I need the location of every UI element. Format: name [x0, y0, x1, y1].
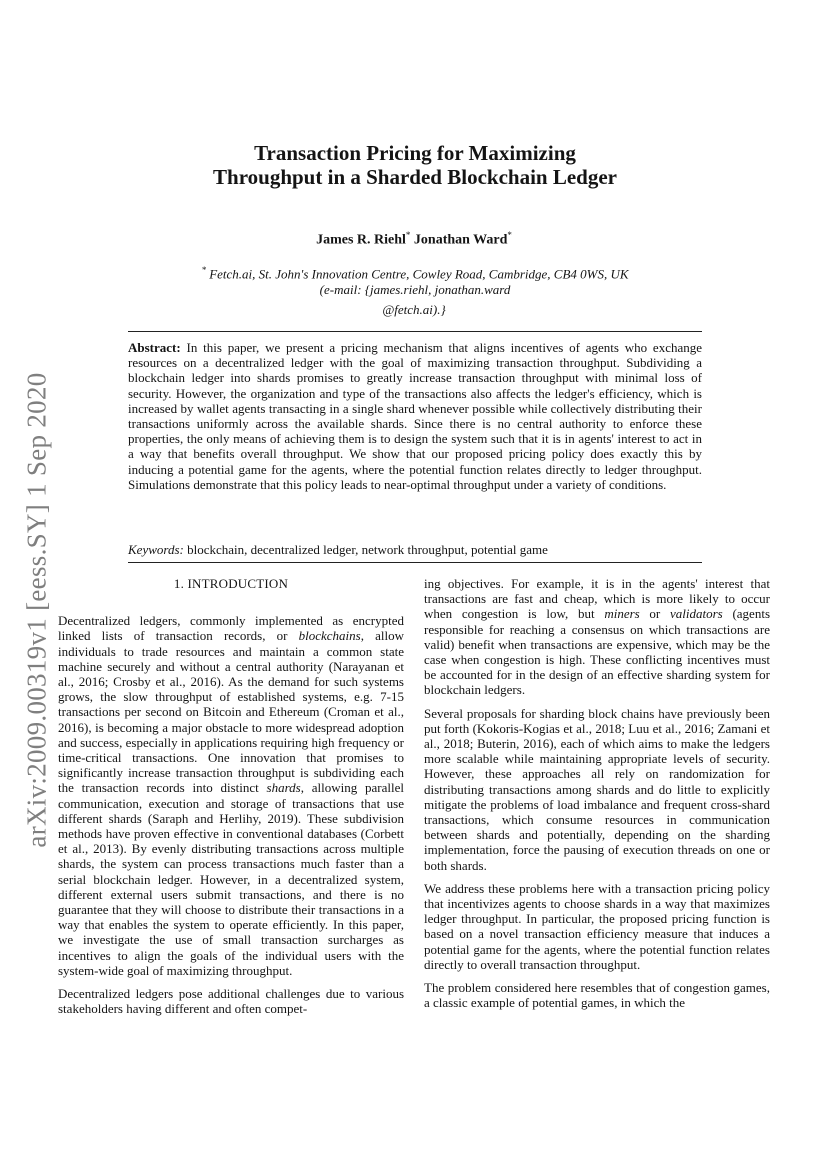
affiliation-email-end: @fetch.ai).} [382, 302, 446, 317]
affiliation-mark: * [201, 265, 206, 275]
affiliation [200, 262, 630, 298]
paragraph: Decentralized ledgers, commonly implemented as encrypted linked lists of transaction records, or blockchains, allow individuals to trade resources and maintain a common state machine securely and without a central authority (Narayanan et al., 2016; Crosby et al., 2016). As the demand for such systems grows, the slow throughput of established systems, e.g. 7-15 transactions per second on Bitcoin and Ethereum (Croman et al., 2016), is becoming a major obstacle to more widespread adoption and success, especially in applications requiring high frequency or time-critical transactions. One innovation that promises to significantly increase transaction throughput is subdividing each the transaction records into distinct shards, allowing parallel communication, execution and storage of transactions that use different shards (Saraph and Herlihy, 2019). These subdivision methods have proven effective in conventional databases (Corbett et al., 2013). By evenly distributing transactions across multiple shards, the system can process transactions much faster than a serial blockchain ledger. However, in a decentralized system, different external users submit transactions, and there is no guarantee that they will choose to distribute their transactions in a way that enables the system to operate efficiently. In this paper, we investigate the use of small transaction surcharges as incentives to align the goals of the individual users with the system-wide goal of maximizing throughput. [58, 613, 404, 978]
top-rule [128, 331, 702, 332]
author-name: Jonathan Ward [413, 232, 508, 248]
keywords-text: blockchain, decentralized ledger, network throughput, potential game [187, 542, 548, 557]
paragraph: We address these problems here with a transaction pricing policy that incentivizes agents to choose shards in a way that maximizes ledger throughput. In particular, the proposed pricing function is based on a novel transaction efficiency measure that induces a potential game for the agents, where the potential function relates directly to overall transaction throughput. [424, 880, 770, 972]
author-mark: * [507, 230, 512, 240]
author-name: James R. Riehl [316, 232, 406, 248]
abstract [128, 340, 702, 492]
paragraph: Several proposals for sharding block chains have previously been put forth (Kokoris-Kogias et al., 2018; Luu et al., 2016; Zamani et al., 2018; Buterin, 2016), each of which aims to make the ledgers more scalable while maintaining appropriate levels of security. However, these approaches all rely on randomization for distributing transactions among shards and do little to explicitly mitigate the problems of load imbalance and frequent cross-shard transactions, which consume resources in communication between shards and potentially, depending on the sharding implementation, force the pausing of execution threads on one or both shards. [424, 705, 770, 873]
keywords [128, 542, 702, 558]
author-list [0, 230, 828, 249]
abstract-label: Abstract: [128, 340, 181, 355]
paragraph: Decentralized ledgers pose additional challenges due to various stakeholders having different and often compet- [58, 986, 404, 1017]
left-column [58, 576, 404, 1024]
abstract-text: In this paper, we present a pricing mechanism that aligns incentives of agents who exchange resources on a decentralized ledger with the goal of maximizing transaction throughput. Subdividing a blockchain ledger into shards promises to greatly increase transaction throughput with minimal loss of security. However, the organization and type of the transactions also affects the ledger's efficiency, which is increased by wallet agents transacting in a single shard whenever possible while collectively distributing their transactions uniformly across the available shards. Since there is no central authority to enforce these properties, the only means of achieving them is to design the system such that it is in agents' interest to act in a way that benefits overall throughput. We show that our proposed pricing policy does exactly this by inducing a potential game for the agents, where the potential function relates directly to ledger throughput. Simulations demonstrate that this policy leads to near-optimal throughput under a variety of conditions. [128, 340, 703, 492]
paper-title: Transaction Pricing for Maximizing Throughput in a Sharded Blockchain Ledger [213, 141, 617, 189]
arxiv-sidebar [14, 360, 60, 860]
right-column [424, 576, 770, 1018]
author-mark: * [405, 230, 411, 240]
arxiv-identifier: arXiv:2009.00319v1 [eess.SY] 1 Sep 2020 [21, 372, 52, 848]
bottom-rule [128, 562, 702, 563]
keywords-label: Keywords: [128, 542, 184, 557]
paragraph: The problem considered here resembles that of congestion games, a classic example of potential games, in which the [424, 980, 770, 1011]
section-heading: 1. INTRODUCTION [173, 576, 289, 591]
paragraph: ing objectives. For example, it is in the agents' interest that transactions are fast and cheap, which is more likely to occur when congestion is low, but miners or validators (agents responsible for reaching a consensus on which transactions are valid) benefit when transactions are expensive, which may be the case when congestion is high. These conflicting incentives must be accounted for in the design of an effective sharding system for blockchain ledgers. [424, 576, 771, 698]
affiliation-text: Fetch.ai, St. John's Innovation Centre, Cowley Road, Cambridge, CB4 0WS, UK (e-mail: {james.riehl, jonathan.ward [209, 266, 629, 298]
